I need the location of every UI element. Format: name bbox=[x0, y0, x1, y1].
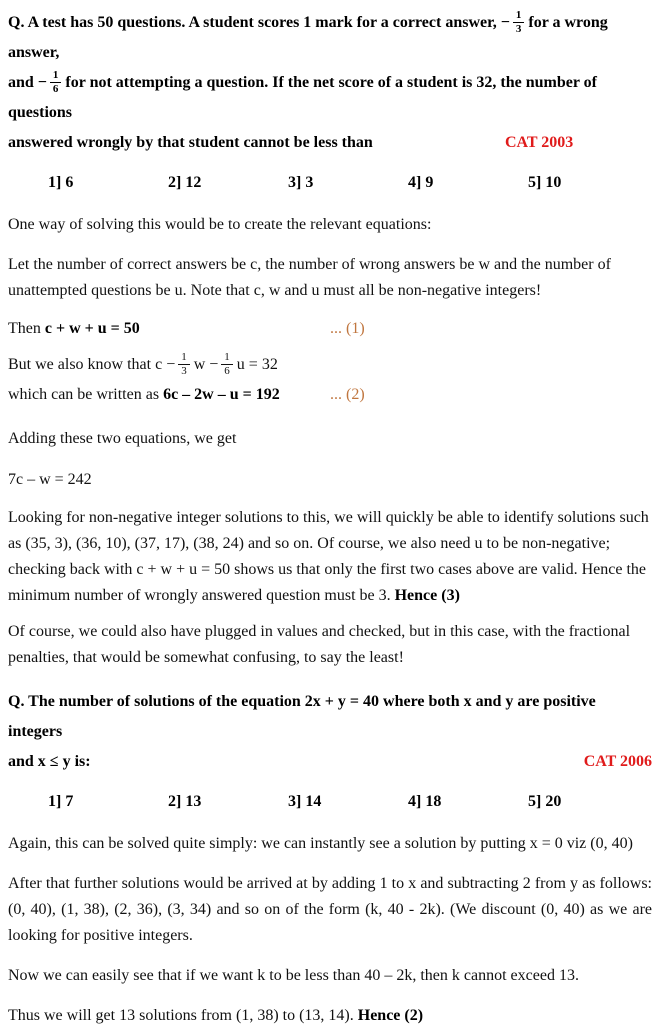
equation-2-prefix: which can be written as bbox=[8, 386, 164, 403]
fraction-one-third bbox=[178, 352, 190, 377]
question-2-options bbox=[8, 789, 652, 815]
option-1: 1] 7 bbox=[48, 793, 74, 810]
equation-2-derivation bbox=[8, 350, 652, 380]
equation-2-text: But we also know that c − bbox=[8, 356, 176, 373]
fraction-denominator: 3 bbox=[181, 364, 187, 377]
option-2: 2] 13 bbox=[168, 793, 202, 810]
option-5: 5] 10 bbox=[528, 174, 562, 191]
option-1: 1] 6 bbox=[48, 174, 74, 191]
document-page bbox=[8, 8, 652, 1029]
solution-1-analysis bbox=[8, 505, 652, 609]
solution-2-intro: Again, this can be solved quite simply: we can instantly see a solution by putting x = 0 viz (0, 40) bbox=[8, 835, 633, 852]
answer-2: Hence (2) bbox=[357, 1007, 424, 1024]
option-3: 3] 14 bbox=[288, 793, 322, 810]
question-2-text: and x ≤ y is: bbox=[8, 753, 91, 770]
equation-2-block bbox=[8, 350, 652, 410]
question-2-line-2 bbox=[8, 747, 652, 777]
question-1-line-2 bbox=[8, 68, 652, 128]
solution-2-conclusion bbox=[8, 1003, 652, 1029]
solution-2-steps: After that further solutions would be arrived at by adding 1 to x and subtracting 2 from y as follows: (0, 40), (1, 38), (2, 36), (3, 34) and so on of the form (k, 40 - 2k). (We discount (0, 40) as we are looking for positive integers. bbox=[8, 875, 652, 944]
option-3: 3] 3 bbox=[288, 174, 314, 191]
equation-2: 6c – 2w – u = 192 bbox=[163, 386, 280, 403]
question-1-text: Q. A test has 50 questions. A student scores 1 mark for a correct answer, − bbox=[8, 14, 510, 31]
equation-3: 7c – w = 242 bbox=[8, 471, 92, 488]
equation-2-label: ... (2) bbox=[330, 386, 365, 403]
equation-1-prefix: Then bbox=[8, 320, 45, 337]
equation-2-text: w − bbox=[193, 356, 219, 373]
question-1-text: and − bbox=[8, 74, 47, 91]
equation-2-row bbox=[8, 380, 652, 410]
solution-1-analysis-text: Looking for non-negative integer solutions to this, we will quickly be able to identify solutions such as (35, 3), (36, 10), (37, 17), (38, 24) and so on. Of course, we also need u to be non-negative; checking back with c + w + u = 50 shows us that only the first two cases above are valid. Hence the minimum number of wrongly answered question must be 3. bbox=[8, 509, 649, 604]
solution-1-adding: Adding these two equations, we get bbox=[8, 430, 237, 447]
question-1-text: for a wrong answer, bbox=[8, 14, 608, 61]
question-2-line-1: Q. The number of solutions of the equation 2x + y = 40 where both x and y are positive integers bbox=[8, 693, 596, 740]
answer-1: Hence (3) bbox=[394, 587, 460, 604]
fraction-numerator: 1 bbox=[513, 10, 525, 23]
solution-1-intro: One way of solving this would be to create the relevant equations: bbox=[8, 216, 432, 233]
fraction-denominator: 3 bbox=[515, 22, 522, 35]
option-5: 5] 20 bbox=[528, 793, 562, 810]
solution-1-setup: Let the number of correct answers be c, the number of wrong answers be w and the number of unattempted questions be u. Note that c, w and u must all be non-negative integers! bbox=[8, 256, 611, 299]
question-1-line-1 bbox=[8, 8, 652, 68]
solution-2-bound: Now we can easily see that if we want k to be less than 40 – 2k, then k cannot exceed 13. bbox=[8, 967, 579, 984]
fraction-one-sixth bbox=[221, 352, 233, 377]
question-1-text: for not attempting a question. If the net score of a student is 32, the number of questions bbox=[8, 74, 597, 121]
fraction-one-sixth bbox=[50, 70, 62, 95]
exam-source-tag: CAT 2003 bbox=[505, 134, 574, 151]
option-4: 4] 9 bbox=[408, 174, 434, 191]
option-2: 2] 12 bbox=[168, 174, 202, 191]
question-1-text: answered wrongly by that student cannot be less than bbox=[8, 134, 373, 151]
option-4: 4] 18 bbox=[408, 793, 442, 810]
equation-2-text: u = 32 bbox=[236, 356, 278, 373]
question-1-line-3 bbox=[8, 128, 652, 158]
equation-1: c + w + u = 50 bbox=[44, 320, 140, 337]
question-1 bbox=[8, 8, 652, 158]
question-2 bbox=[8, 687, 652, 777]
equation-1-row bbox=[8, 316, 652, 342]
fraction-one-third bbox=[513, 10, 525, 35]
equation-1-label: ... (1) bbox=[330, 320, 365, 337]
solution-1-remark: Of course, we could also have plugged in values and checked, but in this case, with the fractional penalties, that would be somewhat confusing, to say the least! bbox=[8, 623, 631, 666]
exam-source-tag: CAT 2006 bbox=[583, 753, 652, 770]
fraction-numerator: 1 bbox=[221, 352, 233, 365]
fraction-numerator: 1 bbox=[50, 70, 62, 83]
solution-2-conclusion-text: Thus we will get 13 solutions from (1, 38) to (13, 14). bbox=[8, 1007, 358, 1024]
question-1-options bbox=[8, 170, 652, 196]
fraction-denominator: 6 bbox=[224, 364, 230, 377]
fraction-denominator: 6 bbox=[52, 82, 59, 95]
fraction-numerator: 1 bbox=[178, 352, 190, 365]
